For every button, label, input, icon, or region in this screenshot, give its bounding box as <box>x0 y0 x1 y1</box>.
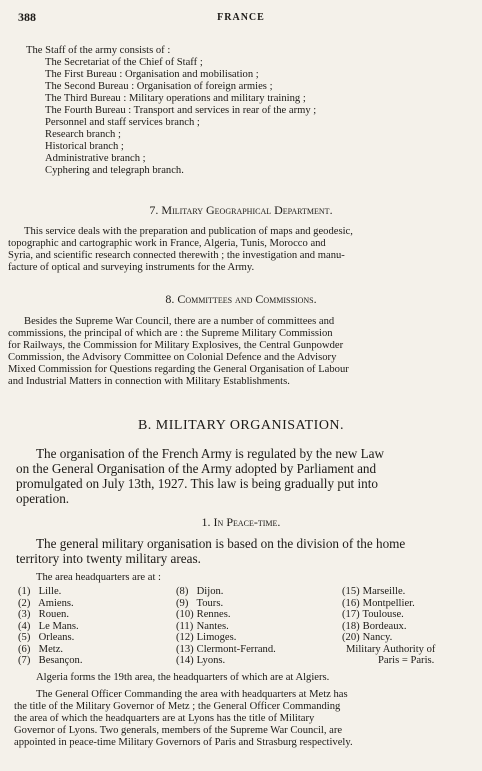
paragraph-line: Syria, and scientific research connected therewith ; the investigation and manu- <box>8 250 345 261</box>
paragraph-line: Besides the Supreme War Council, there are a number of committees and <box>24 316 335 327</box>
staff-item: Cyphering and telegraph branch. <box>45 165 184 176</box>
paragraph-line: Commission, the Advisory Committee on Colonial Defence and the Advisory <box>8 352 337 363</box>
paragraph-line: on the General Organisation of the Army adopted by Parliament and <box>16 461 377 476</box>
paragraph-line: promulgated on July 13th, 1927. This law is being gradually put into <box>16 476 379 491</box>
area-entry: (4) Le Mans. <box>18 620 79 632</box>
paragraph-line: operation. <box>16 491 70 506</box>
areas-column-1 <box>18 586 83 667</box>
area-entry: (11) Nantes. <box>176 620 229 632</box>
section-heading-8: 8. Committees and Commissions. <box>165 292 317 306</box>
running-head: FRANCE <box>217 12 265 23</box>
part-heading-b: B. MILITARY ORGANISATION. <box>137 418 345 433</box>
staff-item: The Secretariat of the Chief of Staff ; <box>45 57 203 68</box>
areas-column-2 <box>176 586 276 667</box>
staff-item: The Second Bureau : Organisation of foreign armies ; <box>45 81 273 92</box>
paragraph-line: appointed in peace-time Military Governors of Paris and Strasburg respectively. <box>14 737 353 748</box>
area-entry: (20) Nancy. <box>342 632 393 643</box>
paragraph-line: Mixed Commission for Questions regarding the General Organisation of Labour <box>8 364 349 375</box>
area-entry: (14) Lyons. <box>176 655 226 666</box>
staff-item: Personnel and staff services branch ; <box>45 117 200 128</box>
paragraph-line: the area of which the headquarters are at Lyons has the title of Military <box>14 713 315 724</box>
area-entry: (2) Amiens. <box>18 597 74 609</box>
areas-column-3 <box>342 586 435 667</box>
area-entry-paris: Military Authority of <box>346 643 436 655</box>
paragraph-line: the title of the Military Governor of Metz ; the General Officer Commanding <box>14 701 341 712</box>
area-entry: (17) Toulouse. <box>342 609 404 620</box>
paragraph-line: facture of optical and surveying instruments for the Army. <box>8 262 255 273</box>
area-entry: (10) Rennes. <box>176 609 231 620</box>
area-entry: (12) Limoges. <box>176 632 237 643</box>
area-entry: (13) Clermont-Ferrand. <box>176 643 276 655</box>
area-entry: (9) Tours. <box>176 597 224 609</box>
staff-item: The Fourth Bureau : Transport and services in rear of the army ; <box>45 105 317 116</box>
paragraph-line: The General Officer Commanding the area with headquarters at Metz has <box>36 689 348 700</box>
paragraph-line: Governor of Lyons. Two generals, members of the Supreme War Council, are <box>14 725 343 736</box>
area-entry: (3) Rouen. <box>18 609 69 620</box>
area-entry: (7) Besançon. <box>18 655 83 666</box>
page-number: 388 <box>18 10 36 24</box>
paragraph-line: for Railways, the Commission for Military Explosives, the Central Gunpowder <box>8 340 344 351</box>
area-entry: (6) Metz. <box>18 643 64 655</box>
areas-intro: The area headquarters are at : <box>36 572 161 583</box>
paragraph-line: topographic and cartographic work in France, Algeria, Tunis, Morocco and <box>8 238 326 249</box>
area-entry: (1) Lille. <box>18 586 62 597</box>
area-entry: (15) Marseille. <box>342 586 406 597</box>
area-entry: (16) Montpellier. <box>342 597 415 609</box>
paragraph-line: The general military organisation is based on the division of the home <box>36 536 406 551</box>
paragraph-line: territory into twenty military areas. <box>16 551 201 566</box>
paragraph-line: and Industrial Matters in connection with Military Establishments. <box>8 376 290 387</box>
paragraph-line: The organisation of the French Army is regulated by the new Law <box>36 446 385 461</box>
staff-item: The First Bureau : Organisation and mobilisation ; <box>45 69 259 80</box>
area-entry: (8) Dijon. <box>176 586 224 597</box>
paragraph-line: This service deals with the preparation and publication of maps and geodesic, <box>24 226 353 237</box>
area-entry: (5) Orleans. <box>18 632 75 643</box>
staff-item: Administrative branch ; <box>45 153 146 164</box>
area-entry: (18) Bordeaux. <box>342 620 407 632</box>
staff-item: Research branch ; <box>45 129 121 140</box>
algeria-line: Algeria forms the 19th area, the headquarters of which are at Algiers. <box>36 672 330 683</box>
staff-item: The Third Bureau : Military operations and military training ; <box>45 93 306 104</box>
area-entry-paris: Paris = Paris. <box>378 655 435 666</box>
staff-intro: The Staff of the army consists of : <box>26 45 171 56</box>
paragraph-line: commissions, the principal of which are : the Supreme Military Commission <box>8 328 333 339</box>
staff-item: Historical branch ; <box>45 141 124 152</box>
section-heading-7: 7. Military Geographical Department. <box>149 203 333 217</box>
subsection-heading-1: 1. In Peace-time. <box>201 515 281 529</box>
